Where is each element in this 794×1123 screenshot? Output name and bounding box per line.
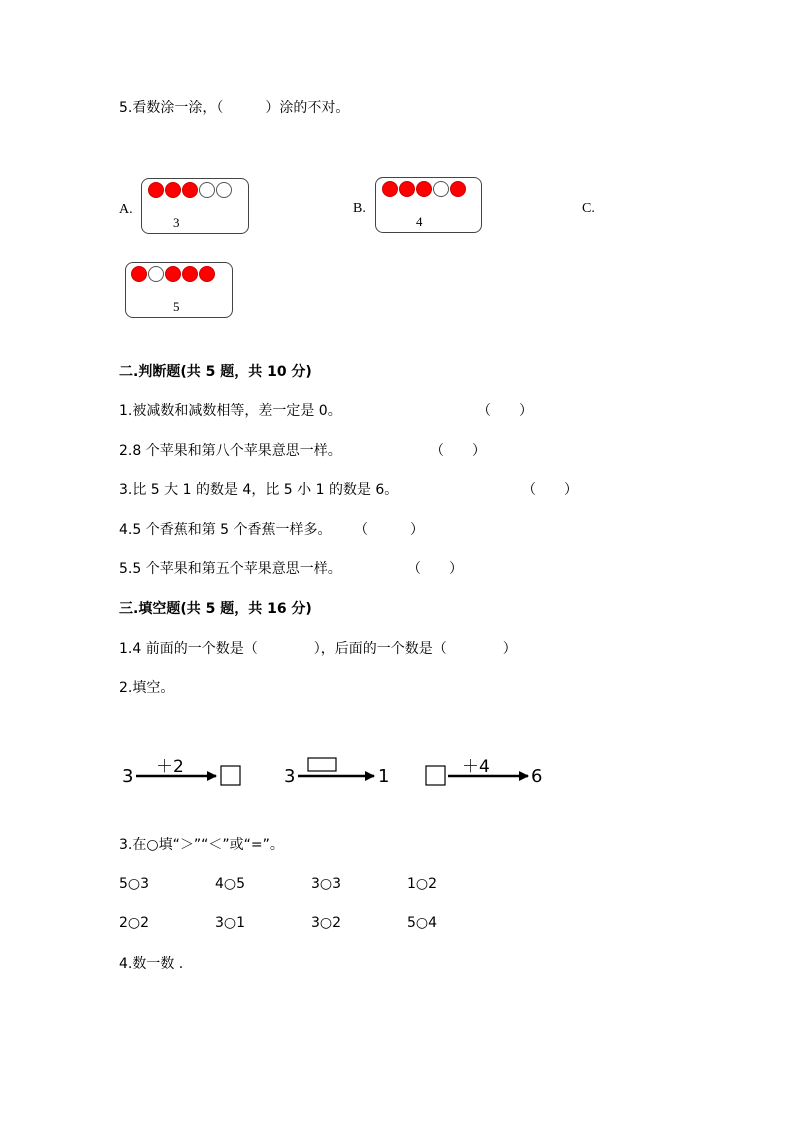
option-label: B. bbox=[353, 201, 366, 216]
dot bbox=[450, 181, 466, 197]
dot-row bbox=[148, 182, 232, 198]
dot bbox=[199, 182, 215, 198]
judge-blank-3[interactable]: （ ） bbox=[522, 482, 578, 498]
judge-blank-5[interactable]: （ ） bbox=[407, 561, 463, 577]
dot bbox=[165, 182, 181, 198]
compare-cell[interactable]: 1○2 bbox=[407, 876, 438, 892]
arrow-start: 3 bbox=[122, 766, 134, 787]
dot bbox=[165, 266, 181, 282]
dot bbox=[182, 266, 198, 282]
judge-blank-4[interactable]: （ ） bbox=[354, 522, 424, 538]
option-number: 4 bbox=[416, 214, 423, 229]
compare-cell[interactable]: 2○2 bbox=[119, 915, 150, 931]
operator-box[interactable] bbox=[308, 758, 336, 771]
dot bbox=[216, 182, 232, 198]
fill-item-3: 3.在○填“＞”“＜”或“=”。 bbox=[119, 837, 284, 853]
dot bbox=[148, 266, 164, 282]
compare-cell[interactable]: 3○2 bbox=[311, 915, 342, 931]
dot bbox=[433, 181, 449, 197]
dot bbox=[416, 181, 432, 197]
arrow-op: ＋2 bbox=[156, 757, 184, 777]
section-2-title: 二.判断题(共 5 题，共 10 分) bbox=[119, 364, 312, 380]
arrow-diagram-3 bbox=[426, 757, 542, 787]
judge-item-2: 2.8 个苹果和第八个苹果意思一样。 bbox=[119, 443, 342, 459]
dot bbox=[148, 182, 164, 198]
compare-cell[interactable]: 4○5 bbox=[215, 876, 246, 892]
arrow-end: 1 bbox=[378, 766, 390, 787]
compare-cell[interactable]: 3○3 bbox=[311, 876, 342, 892]
option-label: A. bbox=[119, 202, 133, 217]
option-label: C. bbox=[582, 201, 595, 216]
judge-item-5: 5.5 个苹果和第五个苹果意思一样。 bbox=[119, 561, 342, 577]
judge-item-3: 3.比 5 大 1 的数是 4，比 5 小 1 的数是 6。 bbox=[119, 482, 399, 498]
judge-item-4: 4.5 个香蕉和第 5 个香蕉一样多。 bbox=[119, 522, 332, 538]
fill-item-1: 1.4 前面的一个数是（ ），后面的一个数是（ ） bbox=[119, 641, 517, 657]
dot bbox=[399, 181, 415, 197]
compare-cell[interactable]: 5○4 bbox=[407, 915, 438, 931]
fill-item-2: 2.填空。 bbox=[119, 680, 175, 696]
option-number: 3 bbox=[173, 215, 180, 230]
dot bbox=[199, 266, 215, 282]
arrow-start: 3 bbox=[284, 766, 296, 787]
answer-square[interactable] bbox=[426, 766, 445, 785]
dot-row bbox=[131, 266, 215, 282]
judge-item-1: 1.被减数和减数相等，差一定是 0。 bbox=[119, 403, 342, 419]
arrow-diagram-1 bbox=[122, 757, 240, 787]
option-number: 5 bbox=[173, 299, 180, 314]
compare-cell[interactable]: 5○3 bbox=[119, 876, 150, 892]
dot-row bbox=[382, 181, 466, 197]
judge-blank-2[interactable]: （ ） bbox=[430, 443, 486, 459]
arrow-diagram-2 bbox=[284, 758, 389, 787]
judge-blank-1[interactable]: （ ） bbox=[477, 403, 533, 419]
arrow-end: 6 bbox=[531, 766, 543, 787]
dot bbox=[131, 266, 147, 282]
arrow-diagrams bbox=[118, 752, 548, 792]
compare-cell[interactable]: 3○1 bbox=[215, 915, 246, 931]
fill-item-4: 4.数一数 . bbox=[119, 956, 184, 972]
answer-square[interactable] bbox=[221, 766, 240, 785]
arrow-op: ＋4 bbox=[462, 757, 490, 777]
section-3-title: 三.填空题(共 5 题，共 16 分) bbox=[119, 601, 312, 617]
dot bbox=[382, 181, 398, 197]
dot bbox=[182, 182, 198, 198]
q5-prompt: 5.看数涂一涂，（ ）涂的不对。 bbox=[119, 100, 350, 116]
